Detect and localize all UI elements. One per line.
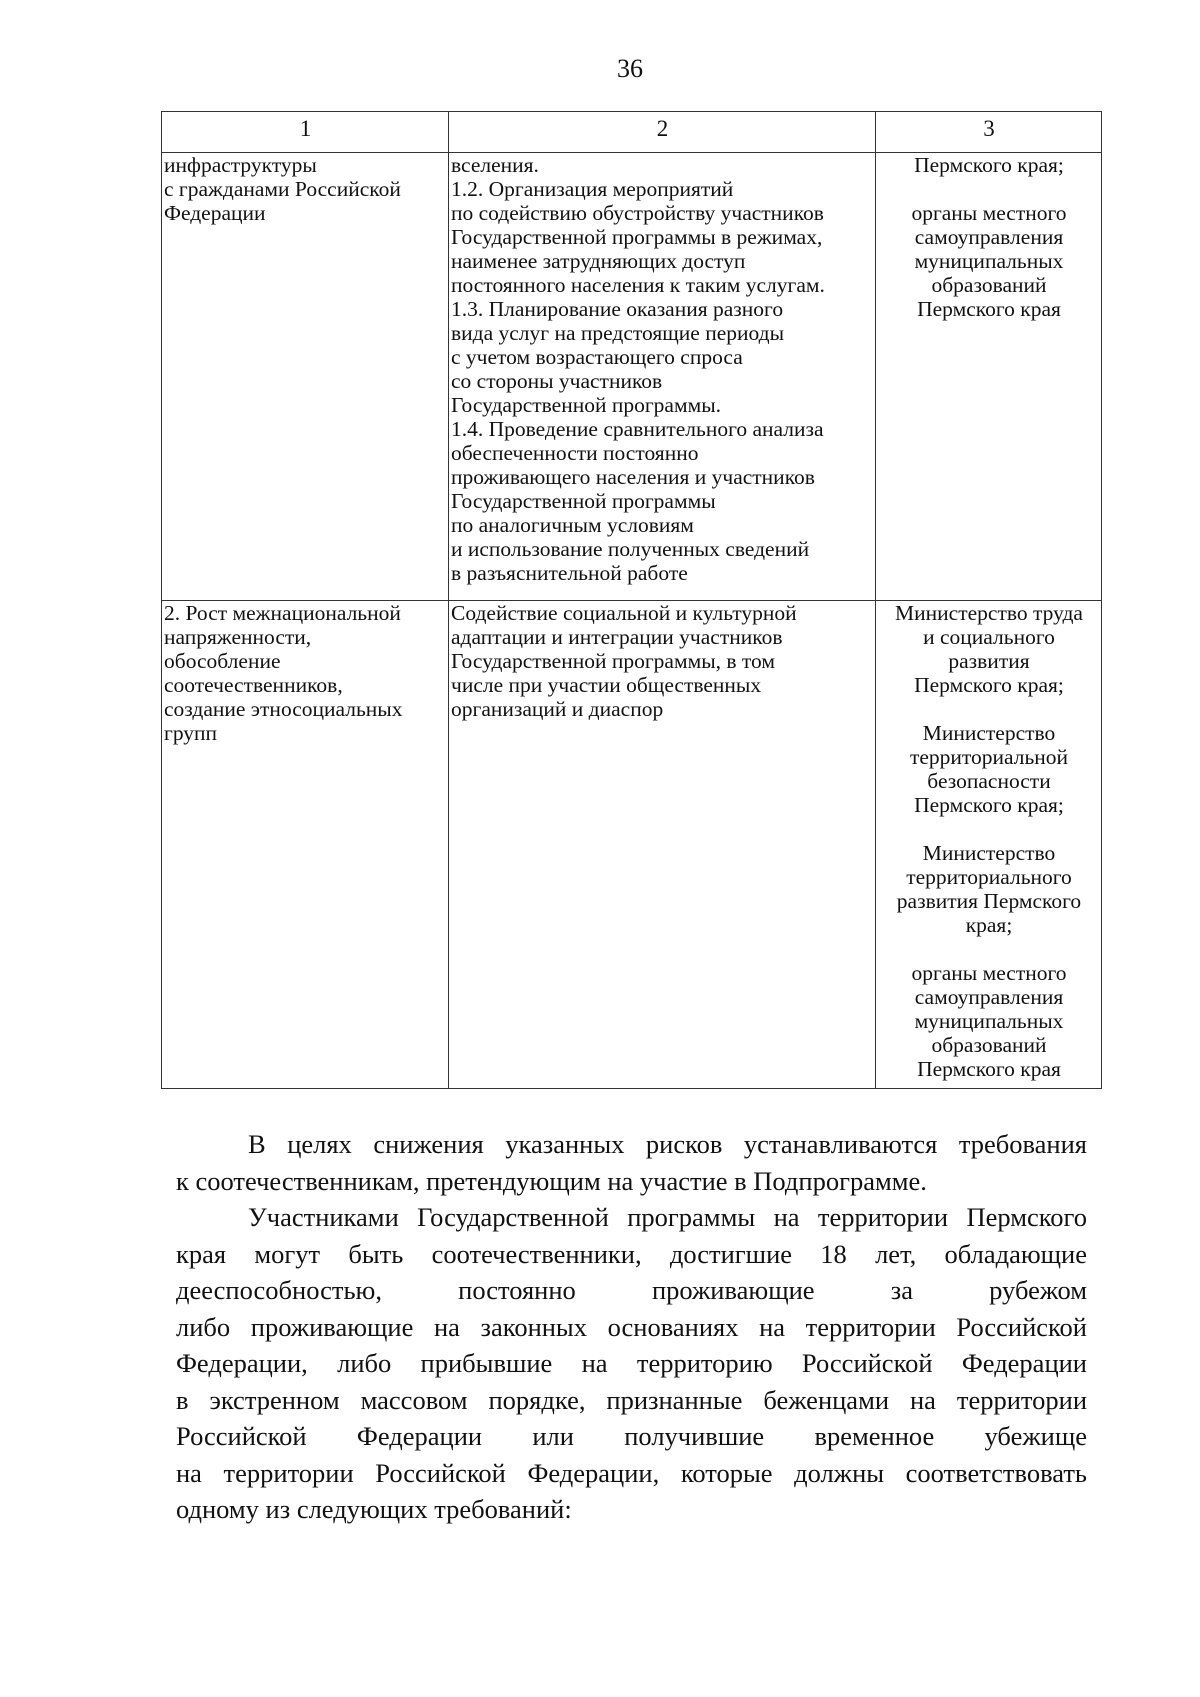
risk-table	[161, 111, 1102, 1089]
risk-text-line: соотечественников,	[164, 673, 343, 697]
responsible-text-line: Пермского края;	[914, 793, 1064, 817]
group-gap	[878, 177, 1100, 201]
paragraph	[176, 1126, 1087, 1199]
paragraph-line: В целях снижения указанных рисков устанавливаются требования	[248, 1129, 1087, 1159]
measures-text-line: вида услуг на предстоящие периоды	[451, 321, 785, 345]
measures-text-line: числе при участии общественных	[451, 673, 762, 697]
measures-text-line: вселения.	[451, 153, 539, 177]
measures-text-line: Содействие социальной и культурной	[451, 601, 797, 625]
responsible-cell	[876, 153, 1102, 601]
measures-text-line: Государственной программы	[451, 489, 716, 513]
responsible-text-line: органы местного	[911, 201, 1067, 225]
paragraph	[176, 1199, 1087, 1528]
risk-text-line: Федерации	[164, 201, 266, 225]
responsible-text-line: края;	[965, 913, 1013, 937]
measures-text-line: Государственной программы.	[451, 393, 722, 417]
column-header-1: 1	[162, 112, 449, 153]
responsible-text-line: и социального	[923, 625, 1055, 649]
risk-text-line: создание этносоциальных	[164, 697, 403, 721]
paragraph-line: на территории Российской Федерации, которые должны соответствовать	[176, 1457, 1087, 1488]
measures-text-line: по аналогичным условиям	[451, 513, 694, 537]
risk-text-line: обособление	[164, 649, 281, 673]
responsible-text-line: Пермского края	[917, 1057, 1061, 1081]
paragraph-line: дееспособностью, постоянно проживающие за рубежом	[176, 1275, 1087, 1305]
measures-text-line: с учетом возрастающего спроса	[451, 345, 743, 369]
paragraph-line: края могут быть соотечественники, достигшие 18 лет, обладающие	[176, 1238, 1087, 1269]
measures-text-line: постоянного населения к таким услугам.	[451, 273, 825, 297]
measures-text-line: по содействию обустройству участников	[451, 201, 824, 225]
responsible-text-line: Пермского края	[917, 297, 1061, 321]
measures-text-line: Государственной программы в режимах,	[451, 225, 823, 249]
responsible-text-line: муниципальных	[914, 1009, 1064, 1033]
risk-text-line: напряженности,	[164, 625, 312, 649]
measures-text-line: адаптации и интеграции участников	[451, 625, 783, 649]
table-header-row	[162, 112, 1102, 153]
risk-cell	[162, 153, 449, 601]
responsible-text-line: Министерство	[922, 721, 1056, 745]
measures-text-line: наименее затрудняющих доступ	[451, 249, 746, 273]
measures-text-line: и использование полученных сведений	[451, 537, 810, 561]
measures-text-line: Государственной программы, в том	[451, 649, 775, 673]
responsible-text-line: самоуправления	[914, 985, 1064, 1009]
risk-text-line: инфраструктуры	[164, 153, 317, 177]
measures-text-line: проживающего населения и участников	[451, 465, 815, 489]
responsible-text-line: образований	[931, 273, 1047, 297]
measures-cell	[449, 153, 876, 601]
paragraph-line: Федерации, либо прибывшие на территорию Российской Федерации	[176, 1348, 1087, 1378]
measures-text-line: 1.4. Проведение сравнительного анализа	[451, 417, 824, 441]
risk-cell	[162, 601, 449, 1089]
group-gap	[878, 817, 1100, 841]
responsible-text-line: Министерство труда	[895, 601, 1083, 625]
table-row	[162, 153, 1102, 601]
responsible-text-line: самоуправления	[914, 225, 1064, 249]
responsible-cell	[876, 601, 1102, 1089]
responsible-text-line: территориального	[906, 865, 1072, 889]
measures-cell	[449, 601, 876, 1089]
measures-text-line: со стороны участников	[451, 369, 663, 393]
risk-text-line: с гражданами Российской	[164, 177, 401, 201]
responsible-text-line: развития Пермского	[896, 889, 1082, 913]
measures-text-line: обеспеченности постоянно	[451, 441, 699, 465]
measures-text-line: в разъяснительной работе	[451, 561, 688, 585]
group-gap	[878, 937, 1100, 961]
paragraph-line: одному из следующих требований:	[176, 1494, 572, 1524]
column-header-2: 2	[449, 112, 876, 153]
responsible-text-line: безопасности	[927, 769, 1051, 793]
measures-text-line: 1.3. Планирование оказания разного	[451, 297, 784, 321]
responsible-text-line: территориальной	[909, 745, 1069, 769]
measures-text-line: 1.2. Организация мероприятий	[451, 177, 734, 201]
paragraph-line: либо проживающие на законных основаниях на территории Российской	[176, 1311, 1087, 1342]
responsible-text-line: Министерство	[922, 841, 1056, 865]
paragraph-line: в экстренном массовом порядке, признанные беженцами на территории	[176, 1384, 1087, 1415]
risk-text-line: 2. Рост межнациональной	[164, 601, 401, 625]
column-header-3: 3	[876, 112, 1102, 153]
responsible-text-line: органы местного	[911, 961, 1067, 985]
table-row	[162, 601, 1102, 1089]
responsible-text-line: Пермского края;	[914, 673, 1064, 697]
paragraph-line: Участниками Государственной программы на территории Пермского	[248, 1202, 1087, 1232]
measures-text-line: организаций и диаспор	[451, 697, 664, 721]
paragraph-line: Российской Федерации или получившие временное убежище	[176, 1421, 1087, 1451]
paragraph-line: к соотечественникам, претендующим на участие в Подпрограмме.	[176, 1165, 927, 1196]
responsible-text-line: образований	[931, 1033, 1047, 1057]
risk-text-line: групп	[164, 721, 218, 745]
responsible-text-line: Пермского края;	[914, 153, 1064, 177]
body-text	[176, 1126, 1087, 1528]
responsible-text-line: муниципальных	[914, 249, 1064, 273]
page-number: 36	[617, 54, 643, 83]
responsible-text-line: развития	[948, 649, 1030, 673]
group-gap	[878, 697, 1100, 721]
